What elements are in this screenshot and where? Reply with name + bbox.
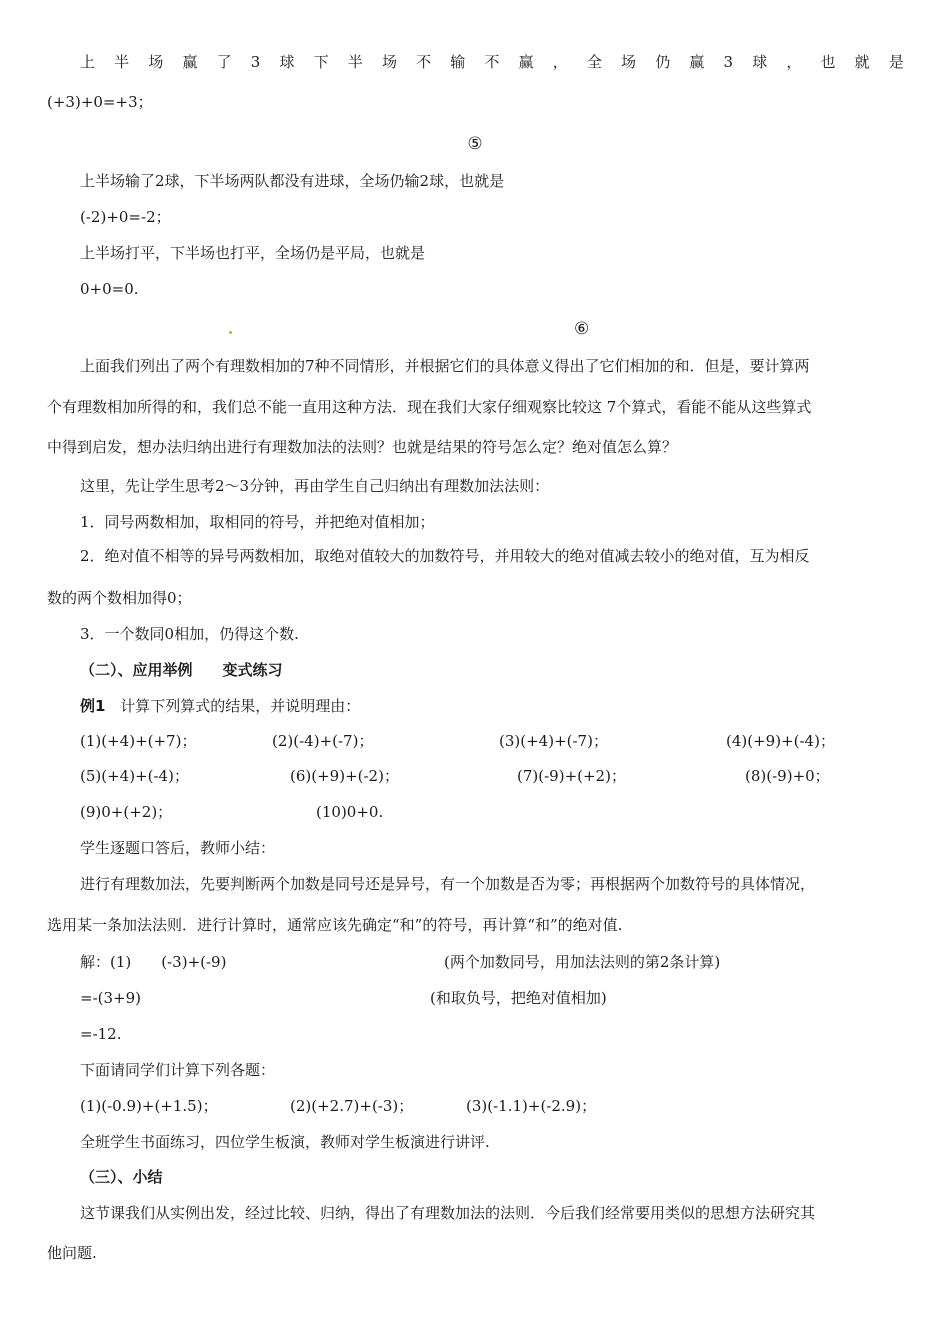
equation-zero: 0+0=0. xyxy=(80,280,139,298)
rule-3: 3．一个数同0相加，仍得这个数. xyxy=(80,625,299,643)
line-word: ， xyxy=(552,53,568,71)
paragraph-summary-intro: 学生逐题口答后，教师小结： xyxy=(80,839,276,857)
paragraph-conclusion-line2: 他问题. xyxy=(47,1244,97,1262)
line-word: 上 xyxy=(80,53,96,71)
line-word: 是 xyxy=(888,53,904,71)
solution-note-1: (两个加数同号，用加法法则的第2条计算) xyxy=(444,953,721,971)
paragraph-think: 这里，先让学生思考2～3分钟，再由学生自己归纳出有理数加法法则： xyxy=(80,477,550,495)
line-word: 场 xyxy=(148,53,164,71)
solution-note-2: (和取负号，把绝对值相加) xyxy=(430,989,607,1007)
example-text: 计算下列算式的结果，并说明理由： xyxy=(120,697,361,715)
line-word: 半 xyxy=(114,53,130,71)
practice-3: (3)(-1.1)+(-2.9)； xyxy=(466,1097,597,1115)
paragraph-board-work: 全班学生书面练习，四位学生板演，教师对学生板演进行讲评. xyxy=(80,1133,490,1151)
paragraph-intro-line1: 上面我们列出了两个有理数相加的7种不同情形，并根据它们的具体意义得出了它们相加的和．但是，要计算两 xyxy=(80,357,810,375)
line-word: 仍 xyxy=(655,53,671,71)
line-word: 也 xyxy=(820,53,836,71)
exercise-8: (8)(-9)+0； xyxy=(745,767,830,785)
line-word: 赢 xyxy=(518,53,534,71)
line-word: 全 xyxy=(586,53,602,71)
example-1 xyxy=(80,696,360,716)
exercise-1: (1)(+4)+(+7)； xyxy=(80,732,197,750)
stray-dot xyxy=(229,331,232,334)
line-word: 下 xyxy=(313,53,329,71)
paragraph-intro-line2: 个有理数相加所得的和，我们总不能一直用这种方法．现在我们大家仔细观察比较这 7个算式，看能不能从这些算式 xyxy=(47,398,812,416)
exercise-9: (9)0+(+2)； xyxy=(80,803,173,821)
line-word: 3 xyxy=(250,53,261,71)
line-word: 场 xyxy=(621,53,637,71)
exercise-4: (4)(+9)+(-4)； xyxy=(726,732,835,750)
rule-1: 1．同号两数相加，取相同的符号，并把绝对值相加； xyxy=(80,513,435,531)
paragraph-practice: 下面请同学们计算下列各题： xyxy=(80,1061,276,1079)
line-word: 了 xyxy=(216,53,232,71)
rule-2-line1: 2．绝对值不相等的异号两数相加，取绝对值较大的加数符号，并用较大的绝对值减去较小的绝对值，互为相反 xyxy=(80,547,810,565)
line-word: 球 xyxy=(279,53,295,71)
solution-step-1: 解：(1) (-3)+(-9) xyxy=(80,953,227,971)
line-word: 不 xyxy=(416,53,432,71)
line-word: 不 xyxy=(484,53,500,71)
line-first-half-lost: 上半场输了2球，下半场两队都没有进球，全场仍输2球，也就是 xyxy=(80,172,505,190)
example-label: 例1 xyxy=(80,697,106,715)
line-word: 球 xyxy=(752,53,768,71)
line-word: 半 xyxy=(347,53,363,71)
line-word: ， xyxy=(786,53,802,71)
exercise-5: (5)(+4)+(-4)； xyxy=(80,767,189,785)
paragraph-conclusion-line1: 这节课我们从实例出发，经过比较、归纳，得出了有理数加法的法则．今后我们经常要用类似的思想方法研究其 xyxy=(80,1204,816,1222)
line-word: 赢 xyxy=(689,53,705,71)
paragraph-method-line1: 进行有理数加法，先要判断两个加数是同号还是异号，有一个加数是否为零；再根据两个加数符号的具体情况， xyxy=(80,875,816,893)
section-heading-3: （三）、小结 xyxy=(80,1168,163,1186)
paragraph-method-line2: 选用某一条加法法则．进行计算时，通常应该先确定“和”的符号，再计算“和”的绝对值. xyxy=(47,916,623,934)
practice-1: (1)(-0.9)+(+1.5)； xyxy=(80,1097,218,1115)
line-word: 就 xyxy=(854,53,870,71)
solution-step-3: =-12. xyxy=(80,1025,122,1043)
exercise-7: (7)(-9)+(+2)； xyxy=(517,767,626,785)
exercise-10: (10)0+0. xyxy=(316,803,384,821)
equation-minus2: (-2)+0=-2； xyxy=(80,208,171,226)
solution-step-2: =-(3+9) xyxy=(80,989,141,1007)
practice-2: (2)(+2.7)+(-3)； xyxy=(290,1097,414,1115)
equation-plus3: (+3)+0=+3； xyxy=(47,93,153,111)
marker-5: ⑤ xyxy=(467,134,483,154)
line-word: 3 xyxy=(723,53,734,71)
line-word: 赢 xyxy=(182,53,198,71)
line-word: 输 xyxy=(450,53,466,71)
marker-6: ⑥ xyxy=(574,319,590,339)
line-first-half-won xyxy=(80,52,904,72)
line-word: 场 xyxy=(381,53,397,71)
section-heading-2: （二）、应用举例 变式练习 xyxy=(80,661,283,679)
line-first-half-draw: 上半场打平，下半场也打平，全场仍是平局，也就是 xyxy=(80,244,426,262)
exercise-6: (6)(+9)+(-2)； xyxy=(290,767,399,785)
paragraph-intro-line3: 中得到启发，想办法归纳出进行有理数加法的法则？也就是结果的符号怎么定？绝对值怎么算？ xyxy=(47,438,678,456)
rule-2-line2: 数的两个数相加得0； xyxy=(47,589,192,607)
exercise-2: (2)(-4)+(-7)； xyxy=(272,732,374,750)
exercise-3: (3)(+4)+(-7)； xyxy=(499,732,608,750)
